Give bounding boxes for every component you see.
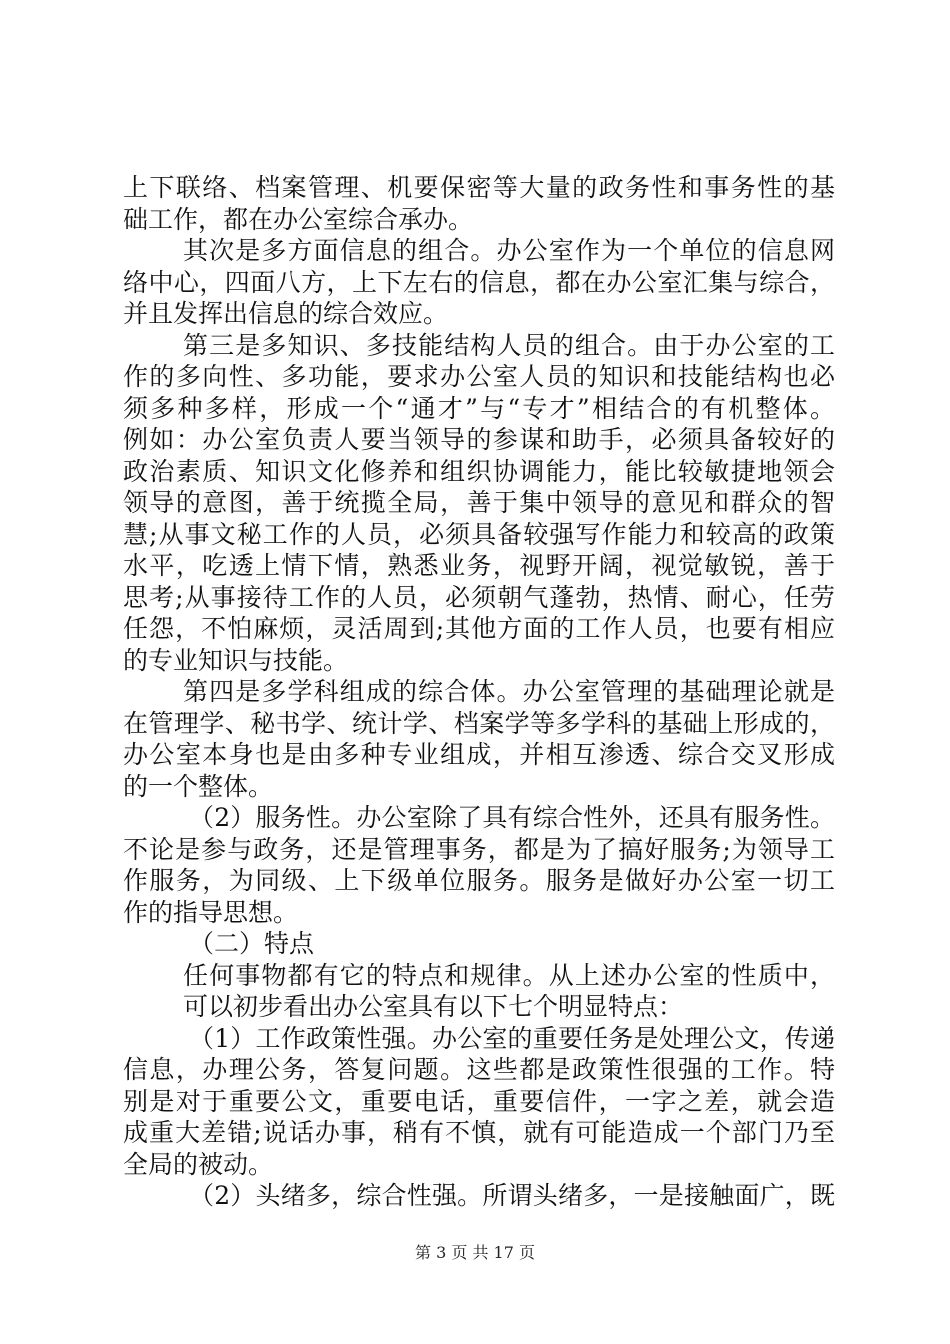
text-line: 在管理学、秘书学、统计学、档案学等多学科的基础上形成的， — [123, 708, 835, 738]
text-line: 信息，办理公务，答复问题。这些都是政策性很强的工作。特 — [123, 1055, 835, 1084]
text-line: 可以初步看出办公室具有以下七个明显特点： — [183, 992, 684, 1021]
text-line: 上下联络、档案管理、机要保密等大量的政务性和事务性的基 — [123, 173, 835, 202]
paragraph-first-line: （2）服务性。办公室除了具有综合性外，还具有服务性。 — [189, 803, 835, 832]
text-line: 办公室本身也是由多种专业组成，并相互渗透、综合交叉形成 — [123, 740, 835, 769]
text-line: 络中心，四面八方，上下左右的信息，都在办公室汇集与综合， — [123, 267, 835, 297]
text-line: 任怨，不怕麻烦，灵活周到;其他方面的工作人员，也要有相应 — [123, 614, 835, 643]
paragraph-first-line: 第三是多知识、多技能结构人员的组合。由于办公室的工 — [183, 330, 835, 360]
text-line: 全局的被动。 — [123, 1149, 274, 1179]
text-line: 作服务，为同级、上下级单位服务。服务是做好办公室一切工 — [123, 866, 835, 895]
paragraph-first-line: （2）头绪多，综合性强。所谓头绪多，一是接触面广，既 — [189, 1181, 835, 1210]
text-line: 须多种多样，形成一个“通才”与“专才”相结合的有机整体。 — [123, 393, 835, 423]
text-line: 成重大差错;说话办事，稍有不慎，就有可能造成一个部门乃至 — [123, 1118, 835, 1147]
text-line: 作的多向性、多功能，要求办公室人员的知识和技能结构也必 — [123, 362, 835, 391]
section-heading: （二）特点 — [189, 929, 315, 958]
text-line: 作的指导思想。 — [123, 897, 299, 927]
text-line: 思考;从事接待工作的人员，必须朝气蓬勃，热情、耐心，任劳 — [123, 582, 835, 612]
text-line: 的一个整体。 — [123, 771, 274, 801]
paragraph-first-line: （1）工作政策性强。办公室的重要任务是处理公文，传递 — [189, 1023, 835, 1053]
body-text — [123, 172, 835, 1212]
paragraph-first-line: 其次是多方面信息的组合。办公室作为一个单位的信息网 — [183, 236, 835, 265]
text-line: 慧;从事文秘工作的人员，必须具备较强写作能力和较高的政策 — [123, 519, 835, 549]
text-line: 领导的意图，善于统揽全局，善于集中领导的意见和群众的智 — [123, 488, 835, 517]
page-footer: 第 3 页 共 17 页 — [415, 1243, 535, 1262]
paragraph-first-line: 任何事物都有它的特点和规律。从上述办公室的性质中， — [183, 960, 835, 990]
text-line: 水平，吃透上情下情，熟悉业务，视野开阔，视觉敏锐，善于 — [123, 551, 835, 580]
text-line: 例如：办公室负责人要当领导的参谋和助手，必须具备较好的 — [123, 425, 835, 454]
text-line: 别是对于重要公文，重要电话，重要信件，一字之差，就会造 — [123, 1086, 835, 1116]
text-line: 础工作，都在办公室综合承办。 — [123, 204, 474, 234]
text-line: 不论是参与政务，还是管理事务，都是为了搞好服务;为领导工 — [123, 834, 835, 864]
text-line: 的专业知识与技能。 — [123, 645, 349, 675]
paragraph-first-line: 第四是多学科组成的综合体。办公室管理的基础理论就是 — [183, 677, 835, 706]
text-line: 并且发挥出信息的综合效应。 — [123, 299, 449, 328]
text-line: 政治素质、知识文化修养和组织协调能力，能比较敏捷地领会 — [123, 456, 835, 486]
